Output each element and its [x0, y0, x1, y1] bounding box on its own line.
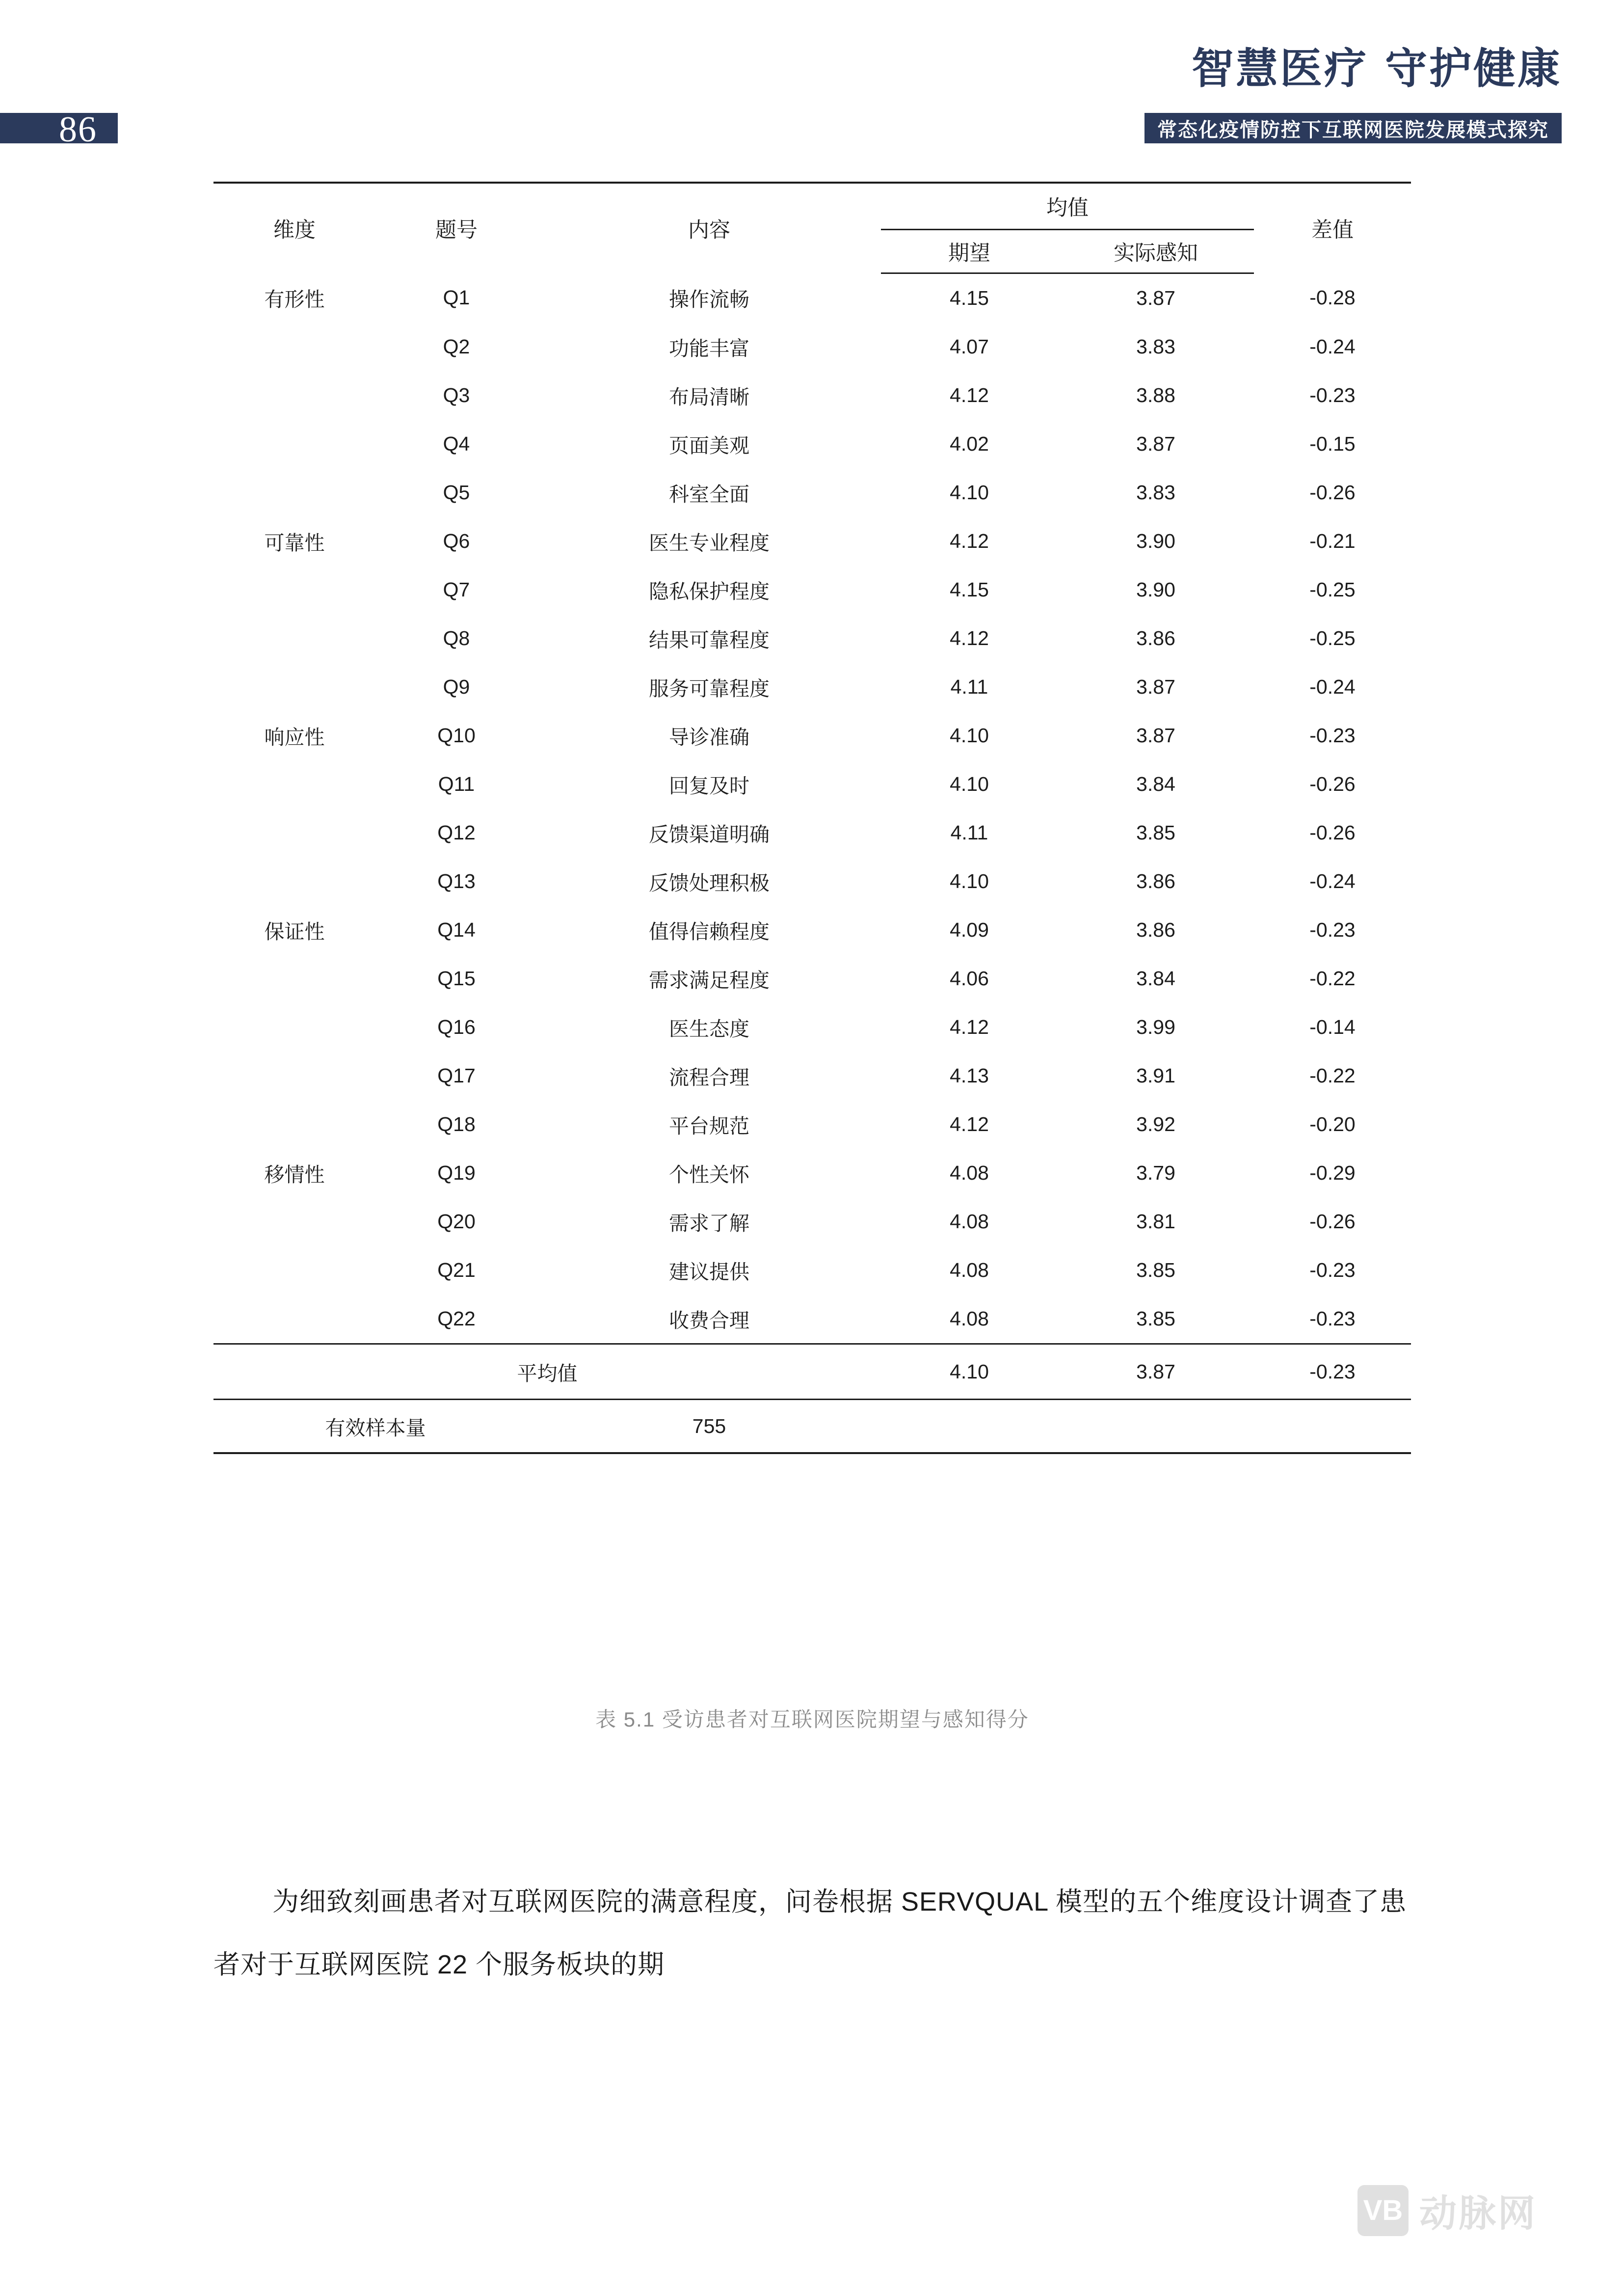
table-row: [213, 1197, 1411, 1246]
cell-content: 医生态度: [669, 1018, 749, 1040]
cell-expected: 4.15: [950, 287, 989, 309]
survey-score-table: [213, 182, 1411, 1454]
cell-difference: -0.26: [1309, 481, 1356, 504]
cell-question-no: Q6: [443, 530, 470, 552]
cell-expected: 4.08: [950, 1162, 989, 1184]
cell-content: 功能丰富: [669, 337, 749, 360]
cell-perceived: 3.86: [1136, 627, 1175, 649]
cell-question-no: Q4: [443, 432, 470, 455]
cell-difference: -0.20: [1309, 1113, 1356, 1135]
chapter-subtitle: 常态化疫情防控下互联网医院发展模式探究: [1144, 113, 1562, 143]
cell-expected: 4.10: [950, 870, 989, 892]
cell-content: 建议提供: [669, 1261, 749, 1283]
cell-difference: -0.23: [1309, 724, 1356, 747]
cell-perceived: 3.87: [1136, 675, 1175, 698]
cell-expected: 4.07: [950, 335, 989, 358]
watermark-logo-icon: VB: [1357, 2185, 1409, 2236]
cell-perceived: 3.91: [1136, 1064, 1175, 1087]
cell-difference: -0.23: [1309, 1259, 1356, 1281]
cell-perceived: 3.84: [1136, 967, 1175, 990]
cell-expected: 4.10: [950, 773, 989, 795]
cell-difference: -0.22: [1309, 967, 1356, 990]
cell-perceived: 3.83: [1136, 481, 1175, 504]
cell-expected: 4.10: [950, 724, 989, 747]
cell-expected: 4.12: [950, 530, 989, 552]
table-row: [213, 954, 1411, 1003]
table-row: [213, 906, 1411, 954]
cell-question-no: Q16: [437, 1016, 476, 1038]
cell-difference: -0.23: [1309, 918, 1356, 941]
table-row: [213, 857, 1411, 906]
header-dimension: 维度: [213, 183, 375, 273]
cell-content: 值得信赖程度: [649, 920, 770, 943]
cell-difference: -0.23: [1309, 1307, 1356, 1330]
cell-expected: 4.08: [950, 1307, 989, 1330]
table-caption: 表 5.1 受访患者对互联网医院期望与感知得分: [595, 1708, 1029, 1731]
page-number: 86: [59, 109, 97, 150]
table-foot: [213, 1344, 1411, 1454]
cell-difference: -0.14: [1309, 1016, 1356, 1038]
cell-expected: 4.08: [950, 1259, 989, 1281]
table-row: [213, 1003, 1411, 1052]
cell-content: 操作流畅: [669, 288, 749, 311]
cell-expected: 4.11: [950, 675, 988, 698]
cell-dimension: 移情性: [264, 1163, 325, 1186]
cell-content: 流程合理: [669, 1066, 749, 1089]
page-header: [0, 0, 1623, 167]
cell-expected: 4.10: [950, 481, 989, 504]
table-row: [213, 760, 1411, 809]
cell-content: 科室全面: [669, 483, 749, 506]
cell-dimension: 有形性: [264, 288, 325, 311]
cell-difference: -0.28: [1309, 286, 1356, 309]
header-question-no: 题号: [375, 183, 537, 273]
header-expected: 期望: [881, 230, 1058, 273]
cell-content: 隐私保护程度: [649, 580, 770, 603]
cell-perceived: 3.90: [1136, 530, 1175, 552]
cell-difference: -0.15: [1309, 432, 1356, 455]
cell-dimension: [213, 468, 375, 517]
cell-dimension: [213, 1003, 375, 1052]
table-row: [213, 1052, 1411, 1100]
watermark: [1357, 2184, 1537, 2237]
cell-question-no: Q11: [438, 773, 475, 795]
cell-perceived: 3.86: [1136, 870, 1175, 892]
cell-difference: -0.29: [1309, 1162, 1356, 1184]
cell-content: 个性关怀: [669, 1163, 749, 1186]
cell-dimension: [213, 760, 375, 809]
cell-question-no: Q10: [437, 724, 476, 747]
table-row: [213, 1246, 1411, 1295]
cell-content: 页面美观: [669, 434, 749, 457]
table-row: [213, 468, 1411, 517]
cell-expected: 4.15: [950, 578, 989, 601]
cell-dimension: [213, 323, 375, 371]
cell-perceived: 3.85: [1136, 1259, 1175, 1281]
cell-perceived: 3.81: [1136, 1210, 1175, 1233]
cell-difference: -0.25: [1309, 578, 1356, 601]
cell-dimension: [213, 614, 375, 663]
cell-perceived: 3.87: [1136, 432, 1175, 455]
sample-size-label: 有效样本量: [213, 1400, 537, 1454]
cell-dimension: [213, 1100, 375, 1149]
average-expected: 4.10: [881, 1344, 1058, 1400]
cell-perceived: 3.79: [1136, 1162, 1175, 1184]
cell-difference: -0.26: [1309, 773, 1356, 795]
cell-dimension: [213, 371, 375, 420]
cell-expected: 4.08: [950, 1210, 989, 1233]
average-difference: -0.23: [1254, 1344, 1411, 1400]
cell-expected: 4.13: [950, 1064, 989, 1087]
table-row: [213, 711, 1411, 760]
table-row: [213, 614, 1411, 663]
cell-perceived: 3.92: [1136, 1113, 1175, 1135]
cell-difference: -0.23: [1309, 384, 1356, 406]
cell-expected: 4.02: [950, 432, 989, 455]
cell-question-no: Q9: [443, 675, 470, 698]
average-perceived: 3.87: [1058, 1344, 1254, 1400]
cell-dimension: [213, 420, 375, 468]
cell-dimension: 响应性: [264, 726, 325, 749]
cell-perceived: 3.83: [1136, 335, 1175, 358]
cell-dimension: [213, 663, 375, 711]
header-difference: 差值: [1254, 183, 1411, 273]
publication-title: 智慧医疗 守护健康: [1192, 44, 1562, 93]
cell-question-no: Q18: [437, 1113, 476, 1135]
cell-perceived: 3.87: [1136, 287, 1175, 309]
table-row: [213, 1100, 1411, 1149]
table-row: [213, 809, 1411, 857]
cell-difference: -0.21: [1309, 530, 1356, 552]
cell-question-no: Q13: [437, 870, 476, 892]
header-perceived: 实际感知: [1058, 230, 1254, 273]
sample-size-value: 755: [537, 1400, 881, 1454]
cell-question-no: Q22: [437, 1307, 476, 1330]
cell-content: 服务可靠程度: [649, 677, 770, 700]
header-content: 内容: [537, 183, 881, 273]
cell-dimension: [213, 1246, 375, 1295]
cell-expected: 4.12: [950, 384, 989, 406]
cell-dimension: [213, 1052, 375, 1100]
table-row: [213, 1149, 1411, 1197]
cell-question-no: Q3: [443, 384, 470, 406]
cell-expected: 4.09: [950, 918, 989, 941]
cell-content: 反馈渠道明确: [649, 823, 770, 846]
cell-content: 需求了解: [669, 1212, 749, 1235]
cell-content: 回复及时: [669, 775, 749, 797]
cell-perceived: 3.88: [1136, 384, 1175, 406]
table-head: [213, 183, 1411, 273]
cell-content: 平台规范: [669, 1115, 749, 1137]
cell-perceived: 3.87: [1136, 724, 1175, 747]
average-row: [213, 1344, 1411, 1400]
cell-question-no: Q8: [443, 627, 470, 649]
cell-question-no: Q1: [443, 286, 470, 309]
cell-question-no: Q12: [437, 821, 476, 844]
table-header-row-1: [213, 183, 1411, 230]
cell-expected: 4.06: [950, 967, 989, 990]
cell-difference: -0.24: [1309, 675, 1356, 698]
table-row: [213, 1295, 1411, 1344]
table-row: [213, 663, 1411, 711]
sample-size-row: [213, 1400, 1411, 1454]
cell-perceived: 3.85: [1136, 1307, 1175, 1330]
cell-difference: -0.22: [1309, 1064, 1356, 1087]
cell-dimension: [213, 857, 375, 906]
cell-dimension: [213, 1295, 375, 1344]
cell-question-no: Q14: [437, 918, 476, 941]
cell-question-no: Q21: [437, 1259, 476, 1281]
cell-difference: -0.24: [1309, 870, 1356, 892]
table-row: [213, 273, 1411, 323]
cell-expected: 4.11: [950, 821, 988, 844]
data-table-container: [213, 182, 1411, 1454]
cell-expected: 4.12: [950, 1016, 989, 1038]
cell-dimension: [213, 954, 375, 1003]
body-paragraph: 为细致刻画患者对互联网医院的满意程度，问卷根据 SERVQUAL 模型的五个维度设计调查了患者对于互联网医院 22 个服务板块的期: [213, 1887, 1407, 1979]
header-mean-group: 均值: [881, 183, 1254, 230]
cell-perceived: 3.99: [1136, 1016, 1175, 1038]
cell-content: 布局清晰: [669, 386, 749, 408]
watermark-text: 动脉网: [1419, 2193, 1537, 2235]
cell-content: 医生专业程度: [649, 532, 770, 554]
cell-question-no: Q15: [437, 967, 476, 990]
cell-question-no: Q2: [443, 335, 470, 358]
cell-difference: -0.25: [1309, 627, 1356, 649]
cell-expected: 4.12: [950, 627, 989, 649]
table-row: [213, 517, 1411, 566]
table-body: [213, 273, 1411, 1344]
cell-difference: -0.24: [1309, 335, 1356, 358]
cell-question-no: Q7: [443, 578, 470, 601]
cell-dimension: [213, 1197, 375, 1246]
cell-content: 导诊准确: [669, 726, 749, 749]
cell-question-no: Q5: [443, 481, 470, 504]
table-row: [213, 566, 1411, 614]
cell-content: 反馈处理积极: [649, 872, 770, 894]
cell-content: 需求满足程度: [649, 969, 770, 992]
cell-question-no: Q17: [437, 1064, 476, 1087]
cell-difference: -0.26: [1309, 821, 1356, 844]
table-row: [213, 371, 1411, 420]
table-row: [213, 420, 1411, 468]
cell-perceived: 3.86: [1136, 918, 1175, 941]
cell-dimension: [213, 566, 375, 614]
cell-dimension: 保证性: [264, 920, 325, 943]
cell-perceived: 3.84: [1136, 773, 1175, 795]
cell-perceived: 3.85: [1136, 821, 1175, 844]
cell-dimension: 可靠性: [264, 532, 325, 554]
cell-difference: -0.26: [1309, 1210, 1356, 1233]
cell-perceived: 3.90: [1136, 578, 1175, 601]
cell-question-no: Q20: [437, 1210, 476, 1233]
cell-content: 结果可靠程度: [649, 629, 770, 651]
cell-content: 收费合理: [669, 1309, 749, 1332]
body-paragraph-container: [213, 1870, 1411, 1996]
cell-dimension: [213, 809, 375, 857]
cell-expected: 4.12: [950, 1113, 989, 1135]
average-label: 平均值: [213, 1344, 881, 1400]
table-row: [213, 323, 1411, 371]
cell-question-no: Q19: [437, 1162, 476, 1184]
